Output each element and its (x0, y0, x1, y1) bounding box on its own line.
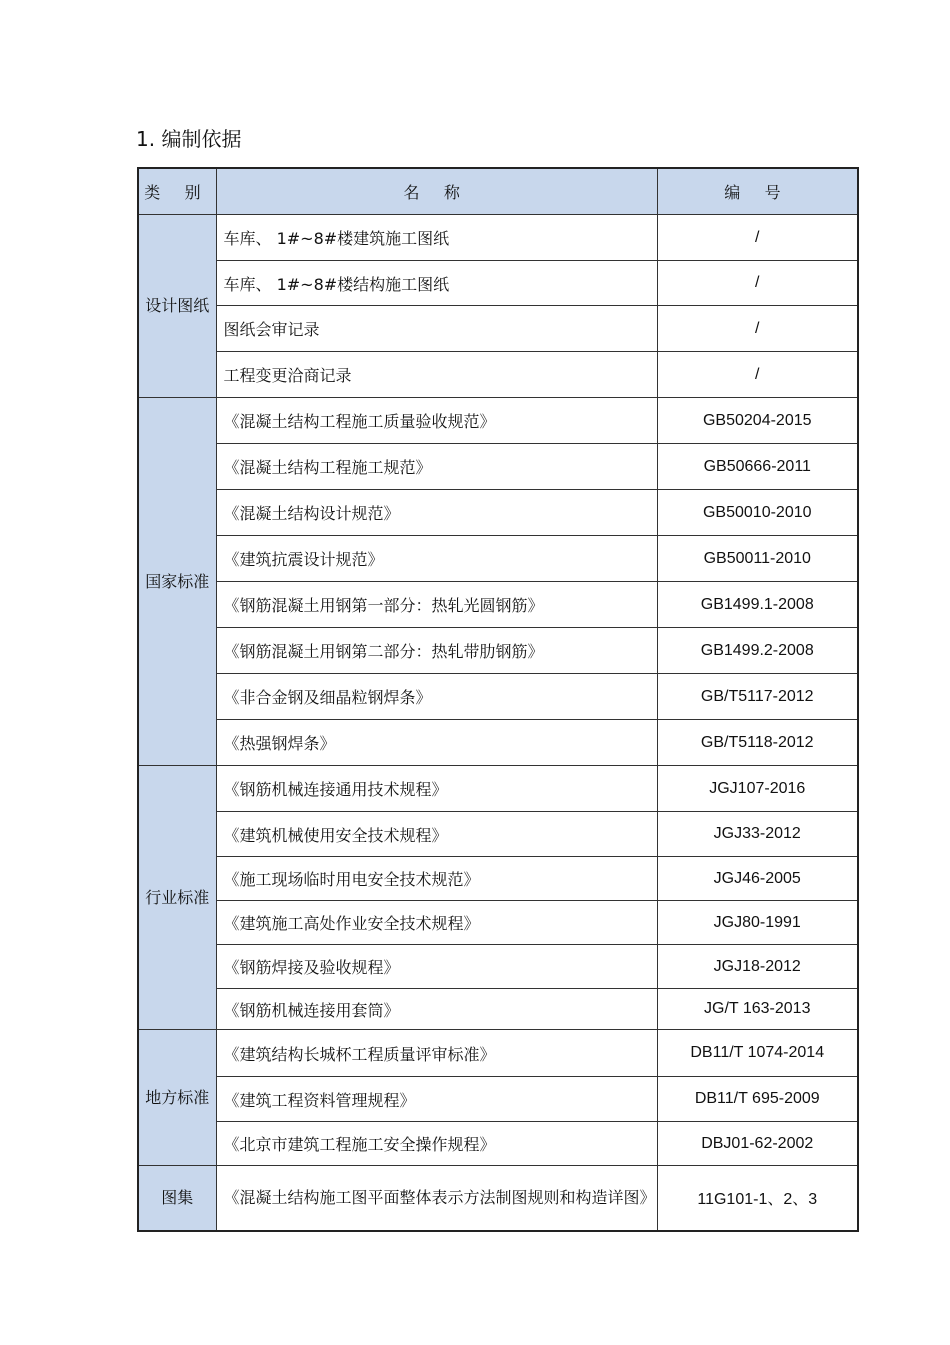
table-row (138, 720, 858, 766)
document-name-cell: 工程变更洽商记录 (216, 352, 657, 398)
document-code-cell: GB50204-2015 (657, 398, 858, 444)
header-name: 名 称 (216, 168, 657, 215)
document-name-cell: 《北京市建筑工程施工安全操作规程》 (216, 1122, 657, 1166)
document-name-cell: 《建筑工程资料管理规程》 (216, 1077, 657, 1122)
table-row (138, 674, 858, 720)
table-row (138, 306, 858, 352)
document-code-cell: GB1499.2-2008 (657, 628, 858, 674)
header-category: 类 别 (138, 168, 216, 215)
document-code-cell: JGJ46-2005 (657, 857, 858, 901)
document-code-cell: DB11/T 1074-2014 (657, 1030, 858, 1077)
table-body (138, 215, 858, 1231)
document-code-cell: JG/T 163-2013 (657, 989, 858, 1030)
document-name-cell: 《钢筋混凝土用钢第一部分：热轧光圆钢筋》 (216, 582, 657, 628)
table-header-row (138, 168, 858, 215)
document-name-cell: 《建筑结构长城杯工程质量评审标准》 (216, 1030, 657, 1077)
table-row (138, 536, 858, 582)
table-row (138, 901, 858, 945)
header-code: 编 号 (657, 168, 858, 215)
category-cell: 地方标准 (138, 1030, 216, 1166)
document-name-cell: 《混凝土结构工程施工规范》 (216, 444, 657, 490)
category-cell: 图集 (138, 1166, 216, 1231)
table-row (138, 766, 858, 812)
document-code-cell: / (657, 306, 858, 352)
document-name-cell: 《非合金钢及细晶粒钢焊条》 (216, 674, 657, 720)
document-name-cell: 《建筑施工高处作业安全技术规程》 (216, 901, 657, 945)
document-name-cell: 《钢筋机械连接通用技术规程》 (216, 766, 657, 812)
table-row (138, 1122, 858, 1166)
table-row (138, 261, 858, 306)
document-name-cell: 《混凝土结构设计规范》 (216, 490, 657, 536)
document-name-cell: 《钢筋焊接及验收规程》 (216, 945, 657, 989)
table-row (138, 628, 858, 674)
document-name-cell: 《热强钢焊条》 (216, 720, 657, 766)
table-row (138, 444, 858, 490)
document-code-cell: GB/T5117-2012 (657, 674, 858, 720)
document-code-cell: JGJ107-2016 (657, 766, 858, 812)
document-code-cell: 11G101-1、2、3 (657, 1166, 858, 1231)
document-code-cell: / (657, 215, 858, 261)
table-row (138, 1030, 858, 1077)
document-name-cell: 《钢筋混凝土用钢第二部分：热轧带肋钢筋》 (216, 628, 657, 674)
table-row (138, 857, 858, 901)
document-name-cell: 《钢筋机械连接用套筒》 (216, 989, 657, 1030)
table-row (138, 352, 858, 398)
document-name-cell: 《混凝土结构工程施工质量验收规范》 (216, 398, 657, 444)
table-row (138, 989, 858, 1030)
document-code-cell: JGJ80-1991 (657, 901, 858, 945)
basis-table (137, 167, 859, 1232)
document-code-cell: GB/T5118-2012 (657, 720, 858, 766)
table-row (138, 1166, 858, 1231)
document-code-cell: DBJ01-62-2002 (657, 1122, 858, 1166)
table-row (138, 215, 858, 261)
document-code-cell: GB1499.1-2008 (657, 582, 858, 628)
table-row (138, 490, 858, 536)
table-row (138, 582, 858, 628)
document-name-cell: 车库、 1#~8#楼结构施工图纸 (216, 261, 657, 306)
document-name-cell: 《建筑机械使用安全技术规程》 (216, 812, 657, 857)
document-code-cell: GB50666-2011 (657, 444, 858, 490)
document-name-cell: 《混凝土结构施工图平面整体表示方法制图规则和构造详图》 (216, 1166, 657, 1231)
table-row (138, 812, 858, 857)
document-code-cell: DB11/T 695-2009 (657, 1077, 858, 1122)
table-row (138, 398, 858, 444)
document-code-cell: JGJ33-2012 (657, 812, 858, 857)
document-name-cell: 车库、 1#~8#楼建筑施工图纸 (216, 215, 657, 261)
document-code-cell: / (657, 261, 858, 306)
table-row (138, 945, 858, 989)
document-name-cell: 《建筑抗震设计规范》 (216, 536, 657, 582)
category-cell: 国家标准 (138, 398, 216, 766)
document-name-cell: 《施工现场临时用电安全技术规范》 (216, 857, 657, 901)
document-code-cell: / (657, 352, 858, 398)
table-row (138, 1077, 858, 1122)
section-heading: 1. 编制依据 (136, 127, 242, 151)
document-code-cell: GB50011-2010 (657, 536, 858, 582)
document-code-cell: JGJ18-2012 (657, 945, 858, 989)
document-code-cell: GB50010-2010 (657, 490, 858, 536)
category-cell: 设计图纸 (138, 215, 216, 398)
category-cell: 行业标准 (138, 766, 216, 1030)
document-name-cell: 图纸会审记录 (216, 306, 657, 352)
